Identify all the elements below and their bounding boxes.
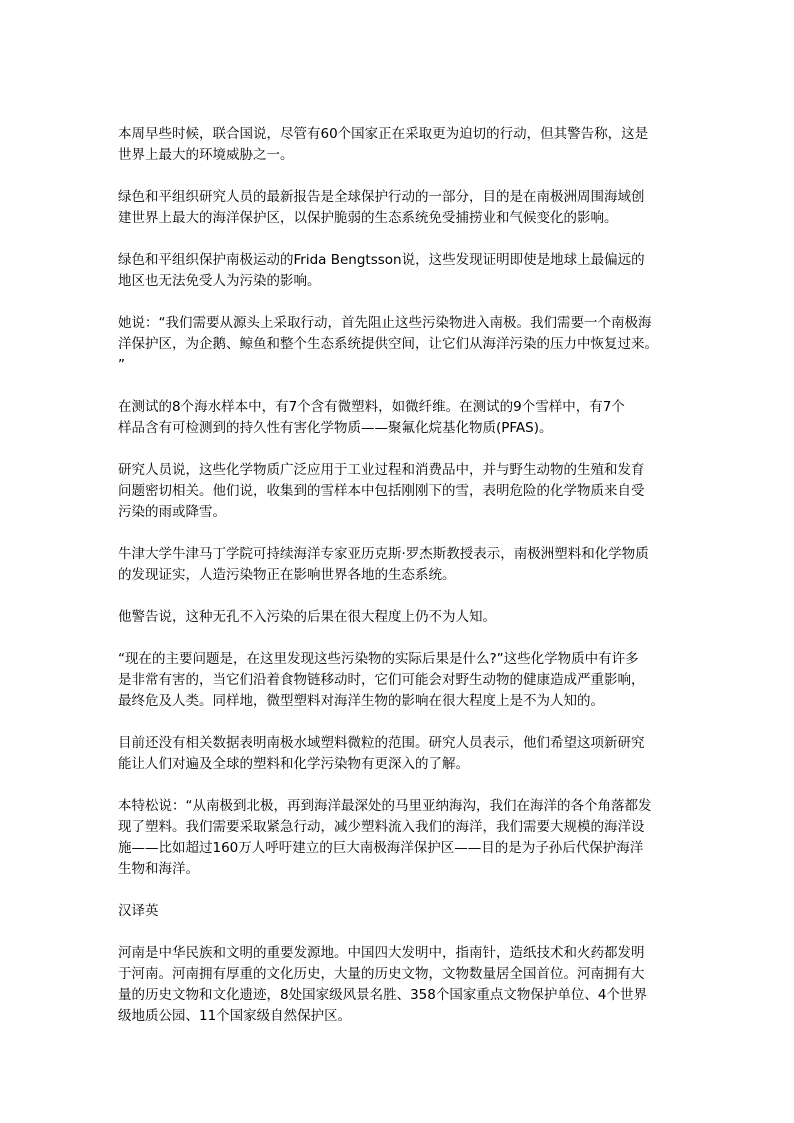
text-line: 绿色和平组织研究人员的最新报告是全球保护行动的一部分，目的是在南极洲周围海域创 [118, 189, 645, 205]
text-line: 目前还没有相关数据表明南极水域塑料微粒的范围。研究人员表示，他们希望这项新研究 [118, 735, 645, 751]
text-line: 生物和海洋。 [118, 861, 199, 877]
text-line: 施——比如超过160万人呼吁建立的巨大南极海洋保护区——目的是为子孙后代保护海洋 [118, 840, 644, 856]
text-line: 是非常有害的，当它们沿着食物链移动时，它们可能会对野生动物的健康造成严重影响， [118, 672, 645, 688]
text-line: 样品含有可检测到的持久性有害化学物质——聚氟化烷基化物质(PFAS)。 [118, 420, 553, 436]
paragraph [118, 607, 688, 628]
paragraph [118, 796, 688, 880]
text-line: 的发现证实，人造污染物正在影响世界各地的生态系统。 [118, 567, 456, 583]
text-line: 本特松说：“从南极到北极，再到海洋最深处的马里亚纳海沟，我们在海洋的各个角落都发 [118, 798, 652, 814]
section-heading [118, 901, 688, 922]
text-line: 绿色和平组织保护南极运动的Frida Bengtsson说，这些发现证明即使是地球上最偏远的 [118, 252, 645, 268]
text-line: “现在的主要问题是，在这里发现这些污染物的实际后果是什么?”这些化学物质中有许多 [118, 651, 639, 667]
paragraph [118, 250, 688, 292]
text-line: 河南是中华民族和文明的重要发源地。中国四大发明中，指南针，造纸技术和火药都发明 [118, 945, 645, 961]
text-line: 世界上最大的环境威胁之一。 [118, 147, 294, 163]
text-line: 于河南。河南拥有厚重的文化历史，大量的历史文物，文物数量居全国首位。河南拥有大 [118, 966, 645, 982]
text-line: 在测试的8个海水样本中，有7个含有微塑料，如微纤维。在测试的9个雪样中，有7个 [118, 399, 625, 415]
text-line: 最终危及人类。同样地，微型塑料对海洋生物的影响在很大程度上是不为人知的。 [118, 693, 604, 709]
paragraph [118, 187, 688, 229]
text-line: 级地质公园、11个国家级自然保护区。 [118, 1008, 352, 1024]
text-line: 量的历史文物和文化遗迹，8处国家级风景名胜、358个国家重点文物保护单位、4个世界 [118, 987, 647, 1003]
text-line: 牛津大学牛津马丁学院可持续海洋专家亚历克斯·罗杰斯教授表示，南极洲塑料和化学物质 [118, 546, 649, 562]
paragraph [118, 460, 688, 523]
text-line: ” [118, 357, 125, 373]
text-line: 汉译英 [118, 903, 159, 919]
paragraph [118, 649, 688, 712]
text-line: 她说：“我们需要从源头上采取行动，首先阻止这些污染物进入南极。我们需要一个南极海 [118, 315, 652, 331]
paragraph [118, 397, 688, 439]
text-line: 他警告说，这种无孔不入污染的后果在很大程度上仍不为人知。 [118, 609, 496, 625]
text-line: 洋保护区，为企鹅、鲸鱼和整个生态系统提供空间，让它们从海洋污染的压力中恢复过来。 [118, 336, 658, 352]
paragraph [118, 124, 688, 166]
text-line: 污染的雨或降雪。 [118, 504, 226, 520]
text-line: 问题密切相关。他们说，收集到的雪样本中包括刚刚下的雪，表明危险的化学物质来自受 [118, 483, 645, 499]
document-body [118, 124, 688, 1048]
paragraph [118, 544, 688, 586]
paragraph [118, 313, 688, 376]
text-line: 地区也无法免受人为污染的影响。 [118, 273, 321, 289]
paragraph [118, 943, 688, 1027]
text-line: 建世界上最大的海洋保护区，以保护脆弱的生态系统免受捕捞业和气候变化的影响。 [118, 210, 618, 226]
paragraph [118, 733, 688, 775]
text-line: 本周早些时候，联合国说，尽管有60个国家正在采取更为迫切的行动，但其警告称，这是 [118, 126, 649, 142]
text-line: 能让人们对遍及全球的塑料和化学污染物有更深入的了解。 [118, 756, 469, 772]
text-line: 研究人员说，这些化学物质广泛应用于工业过程和消费品中，并与野生动物的生殖和发育 [118, 462, 645, 478]
text-line: 现了塑料。我们需要采取紧急行动，减少塑料流入我们的海洋，我们需要大规模的海洋设 [118, 819, 645, 835]
